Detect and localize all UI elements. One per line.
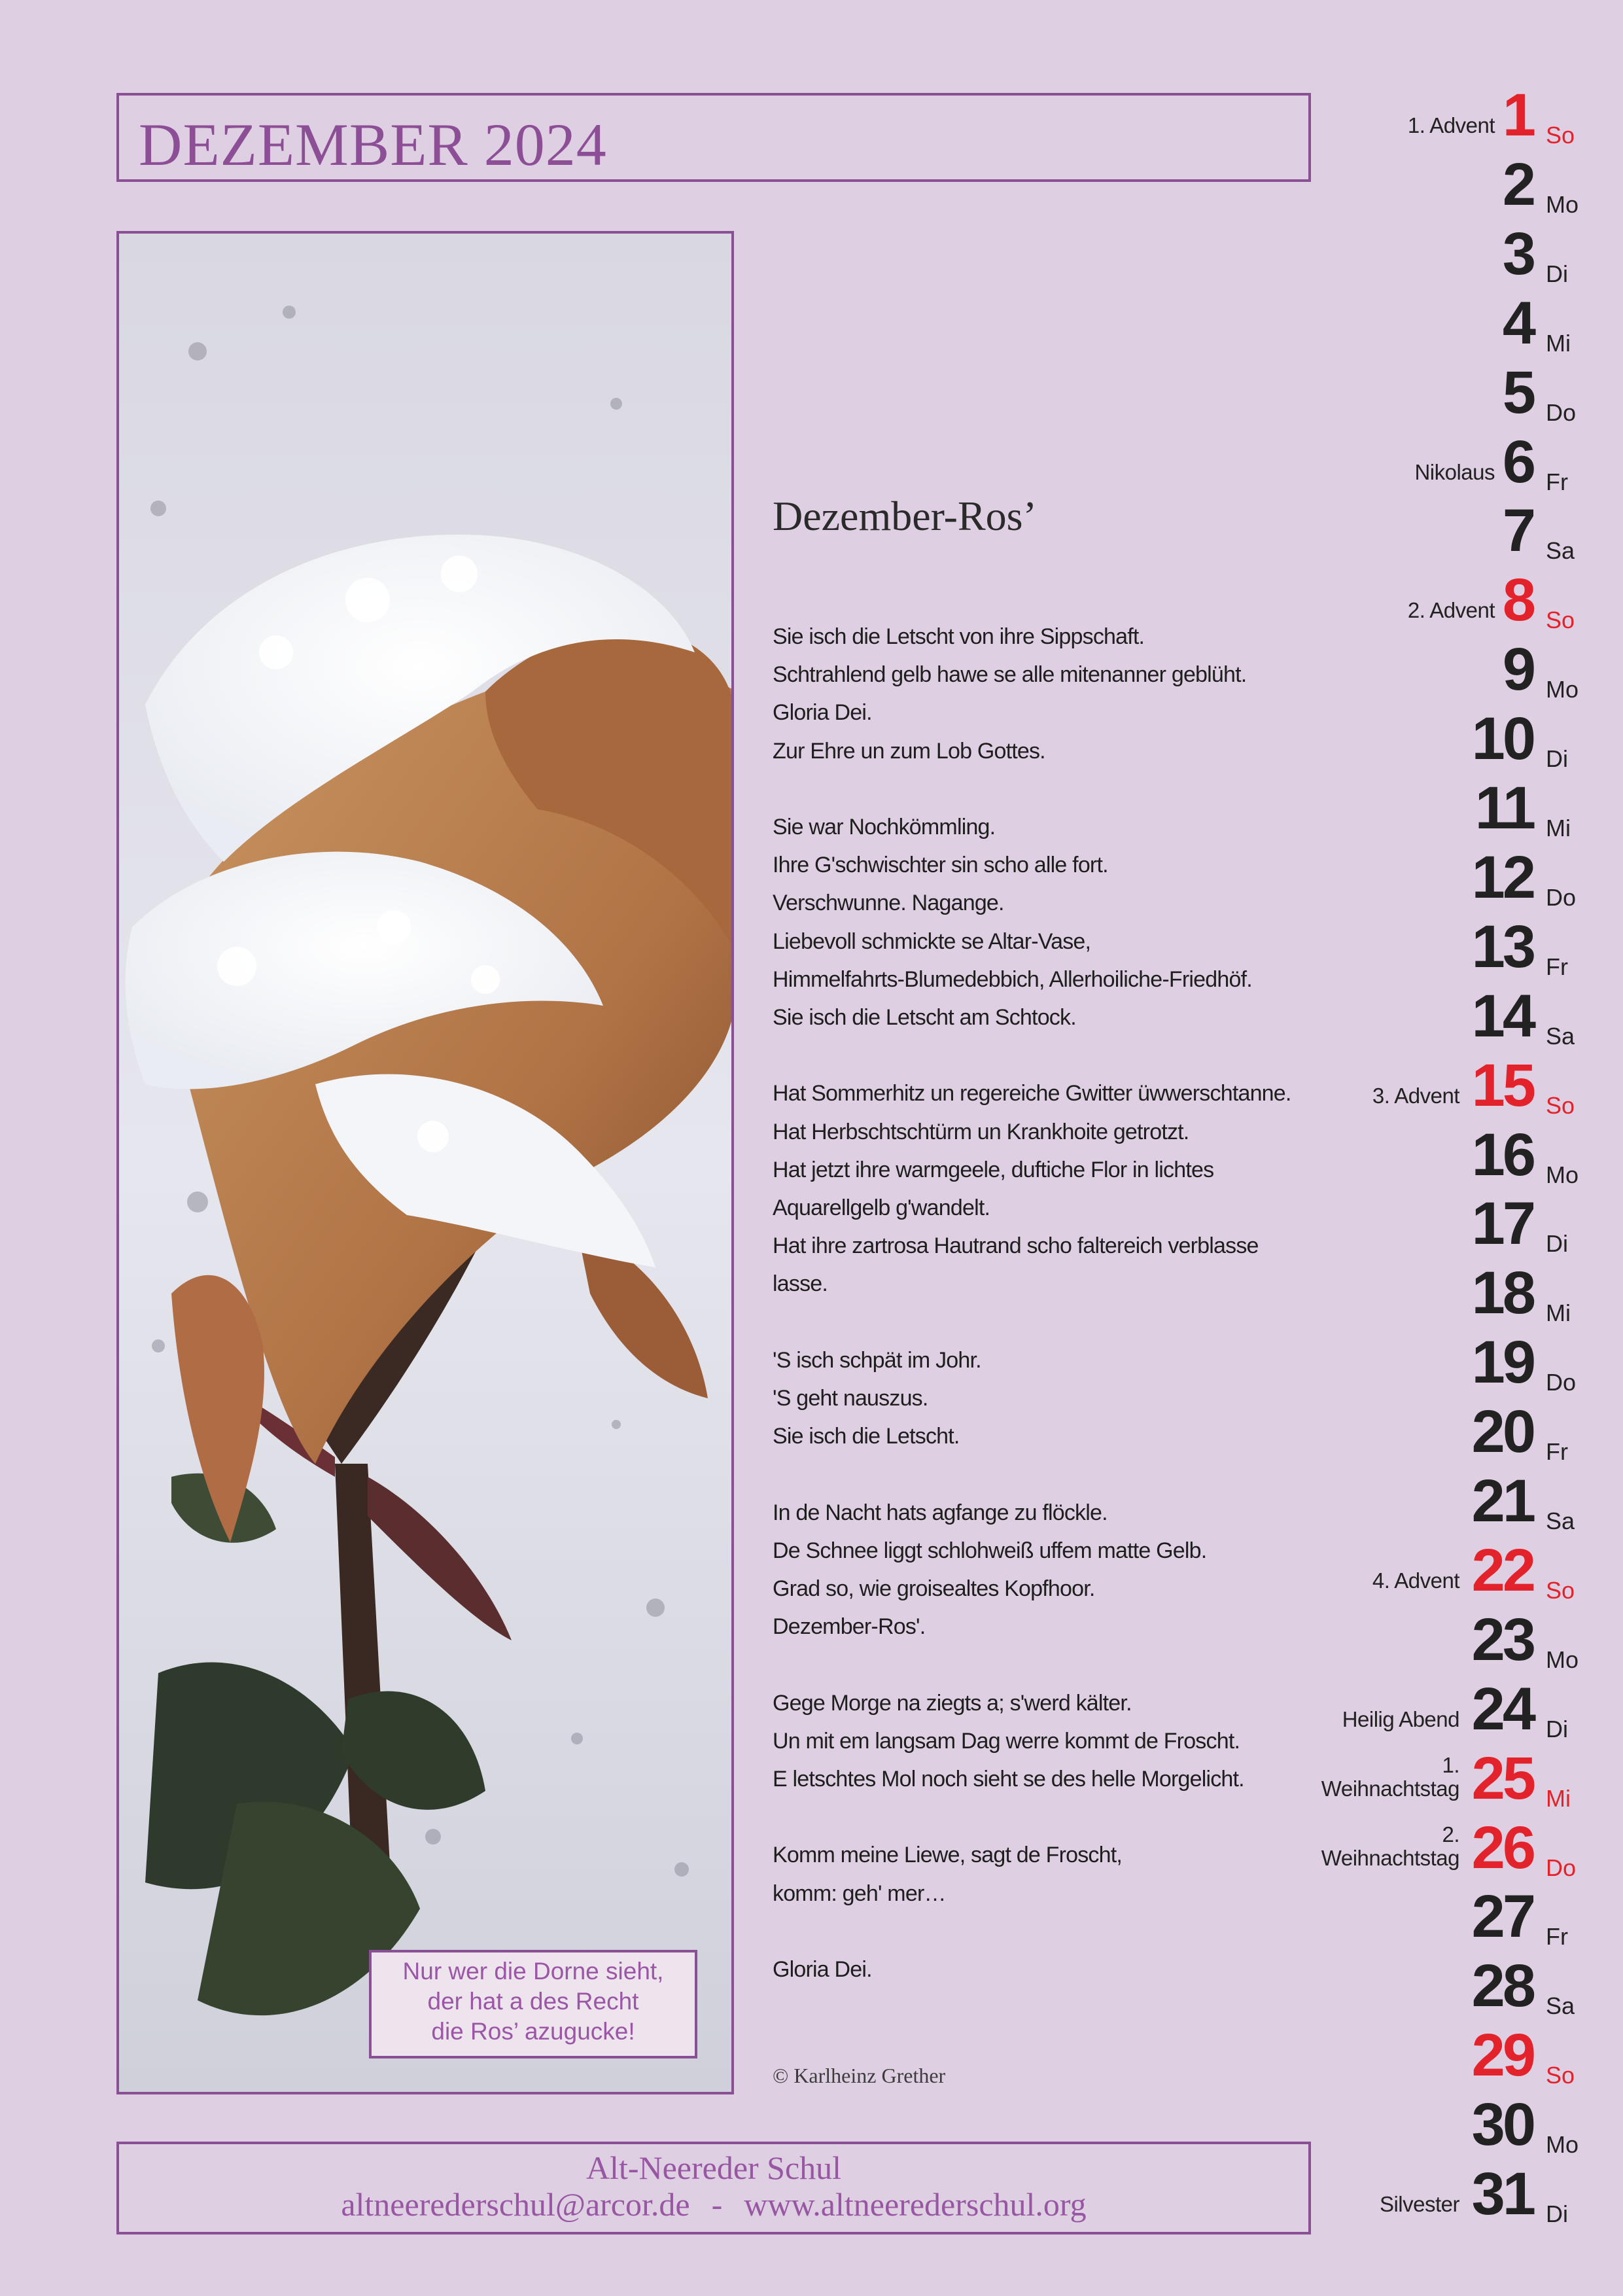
poem-line: Gege Morge na ziegts a; s'werd kälter. <box>773 1690 1132 1716</box>
poem-line: Gloria Dei. <box>773 700 872 726</box>
day-number: 18 <box>1471 1260 1533 1327</box>
day-number: 20 <box>1471 1398 1533 1466</box>
weekday-label: So <box>1546 122 1575 149</box>
weekday-label: Fr <box>1546 953 1568 980</box>
day-number: 21 <box>1471 1468 1533 1534</box>
day-number: 31 <box>1471 2161 1533 2227</box>
weekday-label: Mi <box>1546 329 1571 357</box>
day-number: 1 <box>1502 82 1533 149</box>
weekday-label: Do <box>1546 883 1577 911</box>
day-number: 23 <box>1471 1606 1533 1673</box>
poem-stanza <box>773 1494 1335 1646</box>
day-number: 12 <box>1471 843 1533 911</box>
photo-caption-box <box>369 1950 697 2058</box>
poem-stanza <box>773 1341 1335 1456</box>
weekday-label: Sa <box>1546 1508 1575 1534</box>
footer-box <box>116 2142 1311 2234</box>
weekday-label: Fr <box>1546 1438 1568 1466</box>
weekday-label: Sa <box>1546 537 1575 565</box>
poem-line: lasse. <box>773 1271 828 1297</box>
weekday-label: Sa <box>1546 1992 1575 2020</box>
poem-line: 'S geht nauszus. <box>773 1386 928 1411</box>
poem-line: Komm meine Liewe, sagt de Froscht, <box>773 1843 1123 1868</box>
poem-stanza <box>773 1836 1335 1912</box>
weekday-label: So <box>1546 1091 1575 1119</box>
weekday-label: Mo <box>1546 190 1579 218</box>
weekday-label: Mo <box>1546 1161 1579 1188</box>
day-note: Nikolaus <box>1414 459 1495 484</box>
day-number: 2 <box>1502 150 1533 218</box>
day-number: 9 <box>1502 636 1533 703</box>
poem-text <box>773 618 1335 1988</box>
month-title: DEZEMBER 2024 <box>139 111 607 178</box>
weekday-label: Do <box>1546 1854 1577 1881</box>
day-number: 16 <box>1471 1121 1533 1188</box>
poem-line: Sie isch die Letscht. <box>773 1424 960 1449</box>
day-number: 28 <box>1471 1952 1533 2020</box>
weekday-label: Mo <box>1546 676 1579 703</box>
poem-line: E letschtes Mol noch sieht se des helle Morgelicht. <box>773 1767 1244 1792</box>
day-number: 26 <box>1471 1814 1533 1881</box>
day-note: Heilig Abend <box>1342 1706 1459 1731</box>
day-number: 22 <box>1471 1536 1533 1604</box>
poem-line: Grad so, wie groisealtes Kopfhoor. <box>773 1576 1095 1602</box>
poem-stanza <box>773 1074 1335 1303</box>
poem-stanza <box>773 618 1335 770</box>
day-number: 17 <box>1471 1190 1533 1258</box>
poem-line: Gloria Dei. <box>773 1957 872 1982</box>
weekday-label: Mo <box>1546 1646 1579 1673</box>
day-number: 13 <box>1471 913 1533 980</box>
day-number: 10 <box>1471 705 1533 773</box>
poem-line: Hat Herbschtschtürm un Krankhoite getrotzt. <box>773 1119 1189 1144</box>
weekday-label: Fr <box>1546 468 1568 495</box>
weekday-label: So <box>1546 2062 1575 2089</box>
poem-line: Ihre G'schwischter sin scho alle fort. <box>773 853 1108 878</box>
weekday-label: Mi <box>1546 1299 1571 1327</box>
weekday-label: Di <box>1546 260 1568 287</box>
poem-line: Verschwunne. Nagange. <box>773 891 1004 916</box>
poem-line: komm: geh' mer… <box>773 1881 946 1906</box>
day-note: 3. Advent <box>1372 1083 1459 1108</box>
weekday-label: So <box>1546 1576 1575 1604</box>
caption-line-2: der hat a des Recht <box>427 1988 639 2015</box>
day-number: 27 <box>1471 1883 1533 1951</box>
poem-line: 'S isch schpät im Johr. <box>773 1347 981 1373</box>
poem-line: Dezember-Ros'. <box>773 1614 926 1640</box>
snow-rose-illustration <box>119 234 734 2094</box>
day-number: 30 <box>1471 2091 1533 2159</box>
snow-rose-photo <box>116 231 734 2094</box>
poem-line: Sie isch die Letscht von ihre Sippschaft. <box>773 624 1145 649</box>
poem-line: Hat Sommerhitz un regereiche Gwitter üwwerschtanne. <box>773 1081 1291 1106</box>
caption-line-1: Nur wer die Dorne sieht, <box>402 1958 664 1985</box>
poem-line: Hat ihre zartrosa Hautrand scho faltereich verblasse <box>773 1233 1259 1259</box>
day-note: 1. Advent <box>1407 113 1495 137</box>
day-number: 6 <box>1502 428 1533 495</box>
weekday-label: Mo <box>1546 2131 1579 2159</box>
weekday-label: So <box>1546 607 1575 634</box>
weekday-label: Di <box>1546 2200 1568 2227</box>
day-number: 19 <box>1471 1329 1533 1396</box>
weekday-label: Mi <box>1546 1784 1571 1812</box>
day-number: 7 <box>1502 497 1533 565</box>
poem-line: Un mit em langsam Dag werre kommt de Froscht. <box>773 1728 1240 1754</box>
day-number: 8 <box>1502 567 1533 634</box>
day-number: 15 <box>1471 1051 1533 1119</box>
day-number: 25 <box>1471 1744 1533 1812</box>
poem-stanza <box>773 808 1335 1036</box>
day-note: 4. Advent <box>1372 1568 1459 1593</box>
day-number: 24 <box>1471 1675 1533 1742</box>
weekday-label: Fr <box>1546 1923 1568 1951</box>
weekday-label: Di <box>1546 1715 1568 1742</box>
weekday-label: Sa <box>1546 1022 1575 1050</box>
poem-stanza <box>773 1684 1335 1799</box>
month-title-box <box>116 93 1311 182</box>
day-number: 3 <box>1502 220 1533 287</box>
poem-line: De Schnee liggt schlohweiß uffem matte Gelb. <box>773 1538 1207 1563</box>
day-note: 2. Weihnachtstag <box>1321 1822 1459 1870</box>
poem-stanza <box>773 1951 1335 1988</box>
poem-line: In de Nacht hats agfange zu flöckle. <box>773 1500 1108 1525</box>
poem-line: Sie war Nochkömmling. <box>773 815 996 839</box>
day-note: Silvester <box>1379 2192 1459 2216</box>
weekday-label: Mi <box>1546 815 1571 841</box>
day-number: 5 <box>1502 359 1533 426</box>
weekday-label: Do <box>1546 398 1577 426</box>
day-number: 4 <box>1502 289 1533 357</box>
copyright-notice: © Karlheinz Grether <box>773 2064 946 2087</box>
poem-line: Schtrahlend gelb hawe se alle mitenanner geblüht. <box>773 662 1247 688</box>
poem-line: Liebevoll schmickte se Altar-Vase, <box>773 928 1091 954</box>
poem-title: Dezember-Ros’ <box>773 493 1037 539</box>
day-number: 11 <box>1475 775 1533 841</box>
weekday-label: Di <box>1546 745 1568 773</box>
poem-line: Hat jetzt ihre warmgeele, duftiche Flor in lichtes <box>773 1157 1214 1182</box>
day-number: 14 <box>1471 982 1533 1050</box>
weekday-label: Di <box>1546 1230 1568 1258</box>
poem-line: Aquarellgelb g'wandelt. <box>773 1195 990 1221</box>
day-note: 1. Weihnachtstag <box>1321 1752 1459 1801</box>
caption-line-3: die Ros’ azugucke! <box>431 2018 635 2045</box>
footer-contact: altneerederschul@arcor.de - www.altneerederschul.org <box>341 2186 1087 2223</box>
day-number: 29 <box>1471 2022 1533 2089</box>
poem-line: Himmelfahrts-Blumedebbich, Allerhoiliche-Friedhöf. <box>773 966 1252 992</box>
footer-school-name: Alt-Neereder Schul <box>585 2149 842 2186</box>
day-note: 2. Advent <box>1407 598 1495 623</box>
weekday-label: Do <box>1546 1369 1577 1396</box>
poem-line: Sie isch die Letscht am Schtock. <box>773 1005 1076 1031</box>
poem-line: Zur Ehre un zum Lob Gottes. <box>773 738 1045 764</box>
